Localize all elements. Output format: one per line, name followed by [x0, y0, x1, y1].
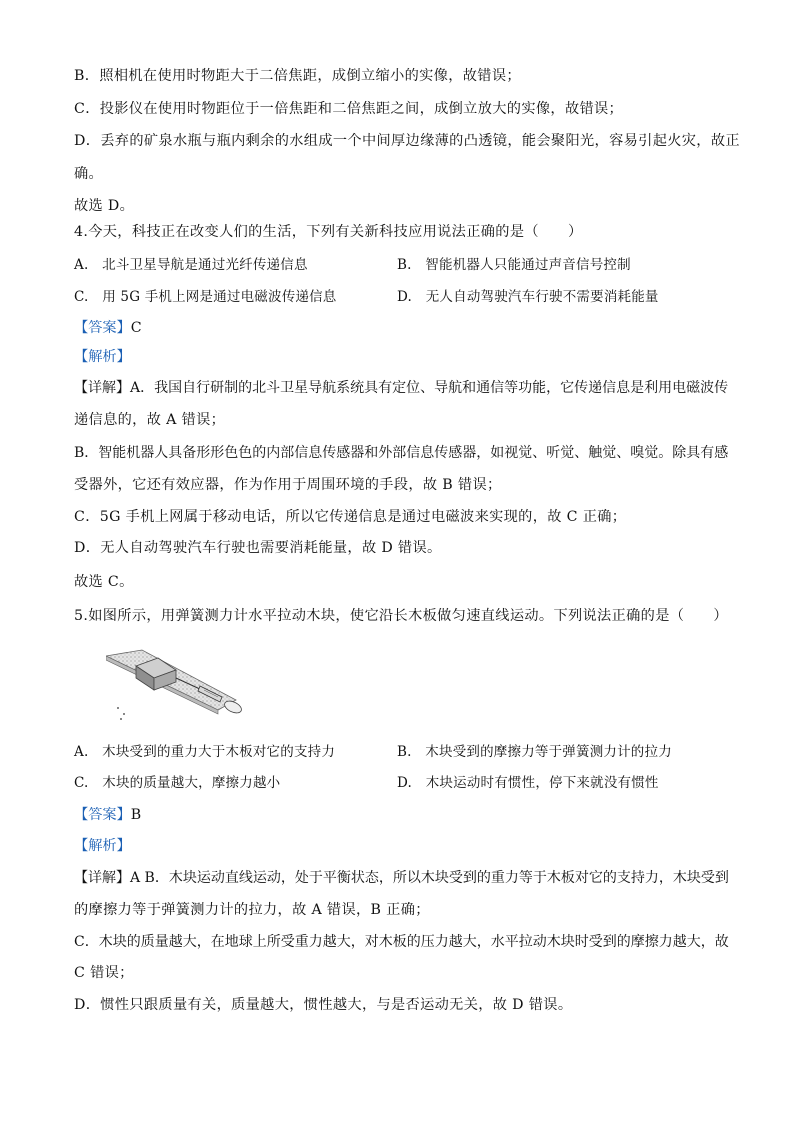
q4-detail-tag: 【详解】	[74, 380, 130, 396]
q4-detail-b-line2: 受器外，它还有效应器，作为作用于周围环境的手段，故 B 错误；	[74, 477, 502, 493]
q5-detail-c-line2: C 错误；	[74, 965, 134, 981]
q4-conclusion: 故选 C。	[74, 574, 134, 590]
q4-answer-tag: 【答案】	[74, 320, 131, 336]
q4-analysis-tag: 【解析】	[74, 349, 131, 365]
q3-option-b-explanation: B．照相机在使用时物距大于二倍焦距，成倒立缩小的实像，故错误；	[74, 68, 521, 84]
q3-option-c-explanation: C．投影仪在使用时物距位于一倍焦距和二倍焦距之间，成倒立放大的实像，故错误；	[74, 101, 624, 117]
q4-option-d: D. 无人自动驾驶汽车行驶不需要消耗能量	[397, 289, 659, 305]
q4-answer	[74, 318, 142, 338]
q4-option-b: B. 智能机器人只能通过声音信号控制	[397, 257, 631, 273]
figure-dot	[120, 718, 122, 720]
q3-option-d-explanation-line2: 确。	[74, 166, 104, 182]
q4-answer-value: C	[130, 320, 142, 336]
figure-dot	[123, 713, 125, 715]
q3-option-d-explanation-line1: D．丢弃的矿泉水瓶与瓶内剩余的水组成一个中间厚边缘薄的凸透镜，能会聚阳光，容易引起火灾，故正	[74, 133, 740, 149]
q5-answer	[74, 805, 141, 825]
q5-detail-tag: 【详解】	[74, 870, 130, 886]
q5-option-d: D. 木块运动时有惯性，停下来就没有惯性	[397, 775, 659, 791]
q3-conclusion: 故选 D。	[74, 198, 135, 214]
q5-detail-ab-text: A B．木块运动直线运动，处于平衡状态，所以木块受到的重力等于木板对它的支持力，木块受到	[130, 870, 729, 886]
q4-detail-b-line1: B．智能机器人具备形形色色的内部信息传感器和外部信息传感器，如视觉、听觉、触觉、嗅觉。除具有感	[74, 445, 729, 461]
spring-scale-block-figure	[106, 644, 252, 726]
q5-option-b: B. 木块受到的摩擦力等于弹簧测力计的拉力	[397, 744, 672, 760]
q5-answer-tag: 【答案】	[74, 807, 131, 823]
q4-option-a: A. 北斗卫星导航是通过光纤传递信息	[74, 257, 308, 273]
q5-detail-d: D．惯性只跟质量有关，质量越大，惯性越大，与是否运动无关，故 D 错误。	[74, 997, 573, 1013]
q5-detail-c-line1: C．木块的质量越大，在地球上所受重力越大，对木板的压力越大，水平拉动木块时受到的摩擦力越大，故	[74, 934, 729, 950]
q5-analysis-tag: 【解析】	[74, 838, 131, 854]
q4-stem: 4.今天，科技正在改变人们的生活，下列有关新科技应用说法正确的是（ ）	[74, 224, 583, 240]
figure-dot	[117, 707, 119, 709]
q4-detail-a-line1	[74, 378, 728, 398]
q5-detail-ab-line2: 的摩擦力等于弹簧测力计的拉力，故 A 错误，B 正确；	[74, 902, 430, 918]
q4-option-c: C. 用 5G 手机上网是通过电磁波传递信息	[74, 289, 337, 305]
q4-detail-a-line2: 递信息的，故 A 错误；	[74, 412, 226, 428]
q4-detail-d: D．无人自动驾驶汽车行驶也需要消耗能量，故 D 错误。	[74, 540, 442, 556]
q4-detail-a-text: A．我国自行研制的北斗卫星导航系统具有定位、导航和通信等功能，它传递信息是利用电磁波传	[130, 380, 729, 396]
q5-stem: 5.如图所示，用弹簧测力计水平拉动木块，使它沿长木板做匀速直线运动。下列说法正确的是（ ）	[74, 608, 728, 624]
q5-detail-ab-line1	[74, 868, 729, 888]
q4-detail-c: C．5G 手机上网属于移动电话，所以它传递信息是通过电磁波来实现的，故 C 正确；	[74, 509, 627, 525]
q5-option-a: A. 木块受到的重力大于木板对它的支持力	[74, 744, 336, 760]
q5-option-c: C. 木块的质量越大，摩擦力越小	[74, 775, 281, 791]
q5-answer-value: B	[130, 807, 142, 823]
